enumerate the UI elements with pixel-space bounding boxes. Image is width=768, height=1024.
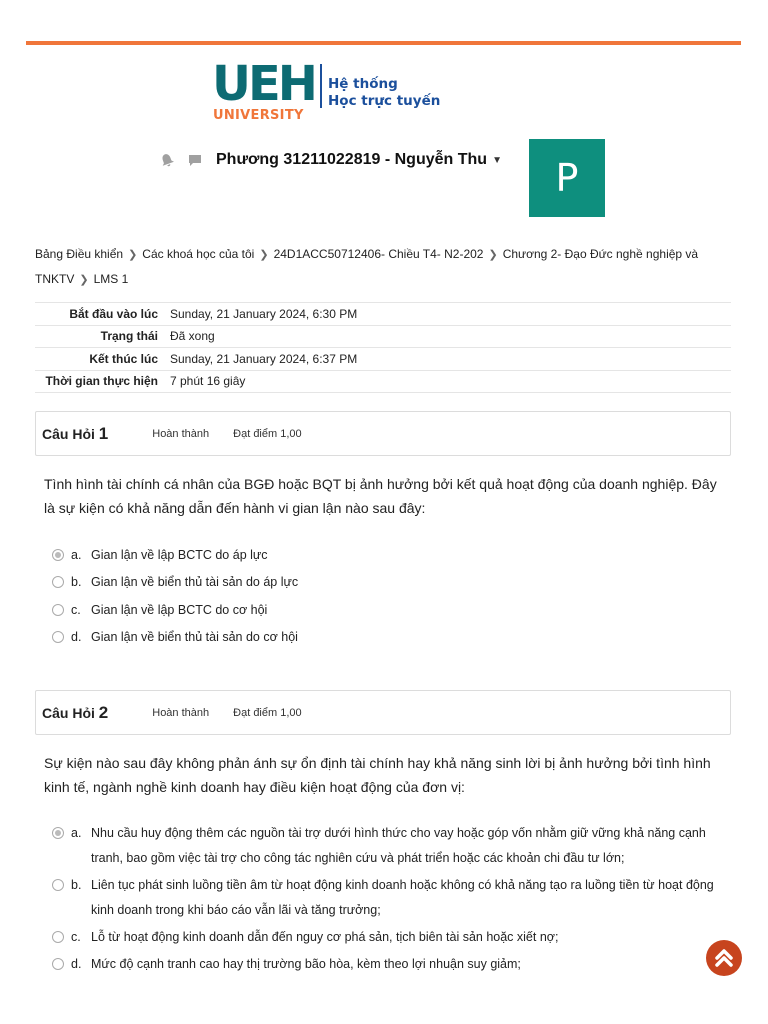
ueh-logo[interactable] [212, 56, 442, 126]
radio-button-checked[interactable] [52, 549, 64, 561]
breadcrumb-item[interactable]: LMS 1 [93, 272, 129, 286]
logo-brand: UEH [212, 56, 315, 112]
answer-text: Lỗ từ hoạt động kinh doanh dẫn đến nguy cơ phá sản, tịch biên tài sản hoặc xiết nợ; [91, 930, 559, 944]
question-status: Hoàn thành [152, 706, 210, 719]
summary-label: Kết thúc lúc [89, 351, 158, 366]
summary-value: Đã xong [170, 329, 215, 344]
answer-option[interactable] [52, 596, 732, 624]
chevron-right-icon: ❯ [128, 249, 138, 261]
logo-divider [320, 64, 322, 108]
question-number: 1 [98, 423, 109, 443]
question-2-header [35, 690, 731, 735]
answer-text: Liên tục phát sinh luồng tiền âm từ hoạt động kinh doanh hoặc không có khả năng tạo ra luồng tiền từ hoạt động kinh doanh trong khi báo cáo vẫn lãi và tăng trưởng; [91, 878, 714, 917]
scroll-to-top-button[interactable] [706, 940, 742, 976]
question-label: Câu Hỏi [42, 704, 95, 721]
breadcrumb-item[interactable]: 24D1ACC50712406- Chiều T4- N2-202 [273, 247, 484, 261]
answer-letter: a. [71, 826, 82, 840]
radio-button[interactable] [52, 931, 64, 943]
answer-text: Nhu cầu huy động thêm các nguồn tài trợ dưới hình thức cho vay hoặc góp vốn nhằm giữ vững khả năng cạnh tranh, bao gồm việc tài trợ cho công tác nghiên cứu và phát triển hoặc các khoản chi đầu tư lớn; [91, 826, 706, 865]
bell-icon[interactable] [160, 153, 174, 167]
question-1-header [35, 411, 731, 456]
radio-button[interactable] [52, 631, 64, 643]
chevron-down-icon[interactable]: ▼ [492, 154, 502, 166]
breadcrumb-item[interactable]: Chương 2- Đạo Đức nghề nghiệp và TNKTV [35, 247, 699, 286]
question-number: 2 [98, 702, 109, 722]
radio-button[interactable] [52, 879, 64, 891]
question-score: Đạt điểm 1,00 [233, 427, 302, 440]
summary-label: Thời gian thực hiện [45, 374, 158, 389]
summary-label: Bắt đầu vào lúc [69, 306, 158, 321]
breadcrumb-item[interactable]: Bảng Điều khiển [35, 247, 124, 261]
summary-row [35, 303, 731, 326]
avatar[interactable]: P [529, 139, 605, 217]
logo-line2: Học trực tuyến [328, 93, 441, 109]
answer-option[interactable] [52, 873, 732, 923]
answer-text: Gian lận về lập BCTC do cơ hội [91, 602, 268, 617]
answer-letter: c. [71, 930, 81, 944]
user-bar [160, 146, 502, 174]
answer-letter: d. [71, 630, 82, 645]
user-menu-name[interactable]: Phương 31211022819 - Nguyễn Thu [216, 151, 488, 168]
chevron-right-icon: ❯ [259, 249, 269, 261]
chevron-right-icon: ❯ [488, 249, 498, 261]
answer-text: Gian lận về lập BCTC do áp lực [91, 547, 268, 562]
summary-value: Sunday, 21 January 2024, 6:37 PM [170, 351, 358, 366]
double-chevron-up-icon [712, 946, 736, 970]
top-accent-bar [26, 41, 741, 45]
radio-button[interactable] [52, 604, 64, 616]
answer-option[interactable] [52, 569, 732, 597]
question-title [42, 703, 108, 723]
answer-letter: c. [71, 602, 81, 617]
message-icon[interactable] [188, 153, 202, 167]
answer-letter: d. [71, 957, 82, 971]
question-2-text: Sự kiện nào sau đây không phản ánh sự ổn định tài chính hay khả năng sinh lời bị ảnh hưởng bởi tình hình kinh tế, ngành nghề kinh doanh hay điều kiện hoạt động của đơn vị: [44, 755, 711, 795]
summary-row [35, 326, 731, 349]
answer-text: Gian lận về biển thủ tài sản do áp lực [91, 575, 299, 590]
answer-text: Gian lận về biển thủ tài sản do cơ hội [91, 630, 298, 645]
answer-option[interactable] [52, 925, 732, 950]
question-score: Đạt điểm 1,00 [233, 706, 302, 719]
question-status: Hoàn thành [152, 427, 210, 440]
attempt-summary-table [35, 302, 731, 393]
answer-option[interactable] [52, 952, 732, 977]
answer-text: Mức độ cạnh tranh cao hay thị trường bão hòa, kèm theo lợi nhuận suy giảm; [91, 957, 521, 971]
answer-letter: b. [71, 878, 82, 892]
radio-button[interactable] [52, 576, 64, 588]
summary-value: 7 phút 16 giây [170, 374, 246, 389]
question-title [42, 424, 108, 444]
answer-option[interactable] [52, 624, 732, 652]
answer-letter: b. [71, 575, 82, 590]
summary-label: Trạng thái [100, 329, 158, 344]
summary-value: Sunday, 21 January 2024, 6:30 PM [170, 306, 358, 321]
answer-option[interactable] [52, 821, 732, 871]
logo-university: UNIVERSITY [213, 108, 304, 123]
logo-line1: Hệ thống [328, 76, 398, 92]
question-2-answers [52, 821, 732, 979]
question-label: Câu Hỏi [42, 425, 95, 442]
answer-letter: a. [71, 547, 82, 562]
radio-button[interactable] [52, 958, 64, 970]
question-1-answers [52, 541, 732, 651]
answer-option[interactable] [52, 541, 732, 569]
breadcrumb [35, 242, 740, 292]
summary-row [35, 348, 731, 371]
summary-row [35, 371, 731, 394]
breadcrumb-item[interactable]: Các khoá học của tôi [142, 247, 255, 261]
radio-button-checked[interactable] [52, 827, 64, 839]
chevron-right-icon: ❯ [79, 274, 89, 286]
question-1-text: Tình hình tài chính cá nhân của BGĐ hoặc BQT bị ảnh hưởng bởi kết quả hoạt động của doanh nghiệp. Đây là sự kiện có khả năng dẫn đến hành vi gian lận nào sau đây: [44, 476, 717, 516]
